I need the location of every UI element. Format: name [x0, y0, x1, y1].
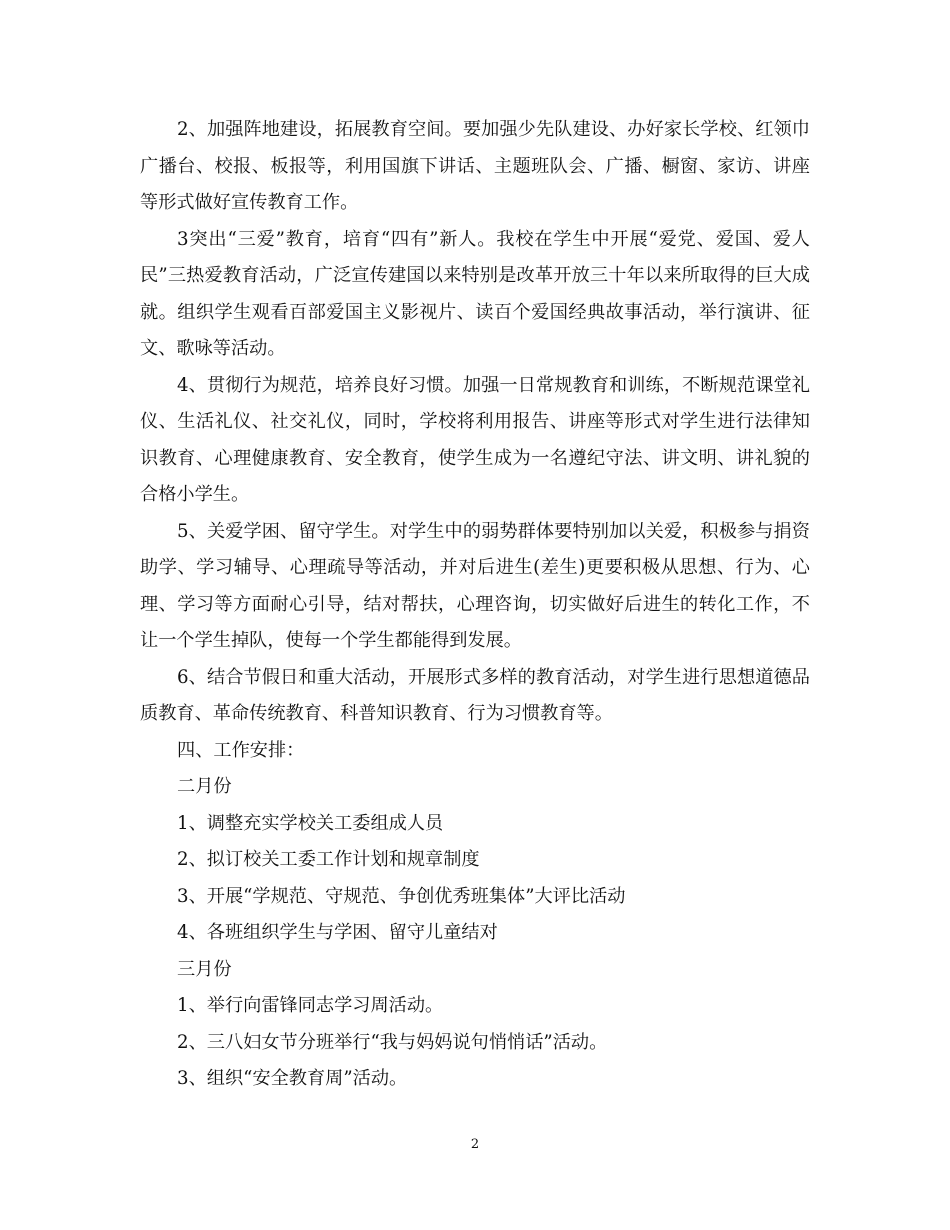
list-item: 4、各班组织学生与学困、留守儿童结对 [177, 922, 498, 943]
list-item: 2、三八妇女节分班举行“我与妈妈说句悄悄话”活动。 [177, 1031, 608, 1053]
list-item: 1、调整充实学校关工委组成人员 [177, 812, 444, 834]
paragraph-behavior-norms: 4、贯彻行为规范，培养良好习惯。加强一日常规教育和训练，不断规范课堂礼仪、生活礼仪、社交礼仪，同时，学校将利用报告、讲座等形式对学生进行法律知识教育、心理健康教育、安全教育，使学生成为一名遵纪守法、讲文明、讲礼貌的合格小学生。 [140, 374, 810, 505]
paragraph-position-building: 2、加强阵地建设，拓展教育空间。要加强少先队建设、办好家长学校、红领巾广播台、校报、板报等，利用国旗下讲话、主题班队会、广播、橱窗、家访、讲座等形式做好宣传教育工作。 [140, 119, 810, 213]
list-item: 3、组织“安全教育周”活动。 [177, 1068, 408, 1089]
list-item: 1、举行向雷锋同志学习周活动。 [177, 995, 444, 1016]
paragraph-holiday-activities: 6、结合节假日和重大活动，开展形式多样的教育活动，对学生进行思想道德品质教育、革命传统教育、科普知识教育、行为习惯教育等。 [140, 666, 810, 724]
month-heading-february: 二月份 [177, 776, 232, 797]
paragraph-three-loves: 3突出“三爱”教育，培育“四有”新人。我校在学生中开展“爱党、爱国、爱人民”三热爱教育活动，广泛宣传建国以来特别是改革开放三十年以来所取得的巨大成就。组织学生观看百部爱国主义影视片、读百个爱国经典故事活动，举行演讲、征文、歌咏等活动。 [140, 228, 810, 359]
page-number: 2 [470, 1137, 480, 1152]
document-body [140, 112, 810, 1098]
month-heading-march: 三月份 [177, 958, 232, 980]
list-item: 3、开展“学规范、守规范、争创优秀班集体”大评比活动 [177, 885, 626, 907]
section-heading-work-arrangement: 四、工作安排： [177, 739, 305, 761]
paragraph-care-students: 5、关爱学困、留守学生。对学生中的弱势群体要特别加以关爱，积极参与捐资助学、学习辅导、心理疏导等活动，并对后进生(差生)更要积极从思想、行为、心理、学习等方面耐心引导，结对帮扶，心理咨询，切实做好后进生的转化工作，不让一个学生掉队，使每一个学生都能得到发展。 [140, 520, 810, 651]
list-item: 2、拟订校关工委工作计划和规章制度 [177, 849, 480, 870]
